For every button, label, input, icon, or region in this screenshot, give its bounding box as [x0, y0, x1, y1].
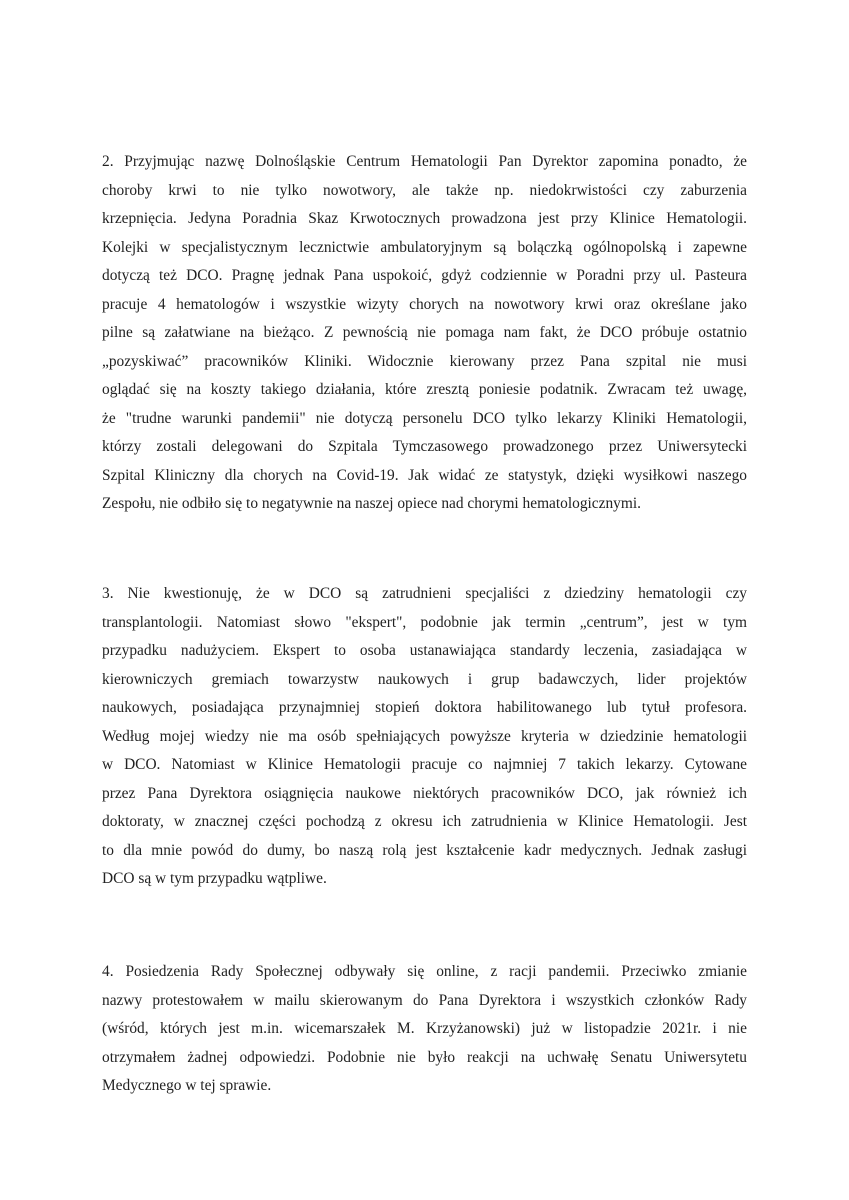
text-line: Szpital Kliniczny dla chorych na Covid-19. Jak widać ze statystyk, dzięki wysiłkowi naszego [102, 466, 747, 484]
text-line: DCO są w tym przypadku wątpliwe. [102, 870, 327, 887]
text-line: „pozyskiwać” pracowników Kliniki. Widocznie kierowany przez Pana szpital nie musi [102, 352, 747, 370]
text-line: naukowych, posiadająca przynajmniej stopień doktora habilitowanego lub tytuł profesora. [102, 699, 747, 716]
text-line: doktoraty, w znacznej części pochodzą z okresu ich zatrudnienia w Klinice Hematologii. Jest [102, 813, 747, 830]
text-line: 2. Przyjmując nazwę Dolnośląskie Centrum Hematologii Pan Dyrektor zapomina ponadto, że [102, 153, 747, 170]
text-line: którzy zostali delegowani do Szpitala Tymczasowego prowadzonego przez Uniwersytecki [102, 438, 747, 455]
text-line: przypadku nadużyciem. Ekspert to osoba ustanawiająca standardy leczenia, zasiadająca w [102, 642, 747, 659]
text-line: że "trudne warunki pandemii" nie dotyczą personelu DCO tylko lekarzy Kliniki Hematologii, [102, 409, 747, 427]
text-line: to dla mnie powód do dumy, bo naszą rolą jest kształcenie kadr medycznych. Jednak zasługi [102, 841, 747, 859]
text-line: oglądać się na koszty takiego działania, które zresztą poniesie podatnik. Zwracam też uwagę, [102, 381, 747, 398]
text-line: dotyczą też DCO. Pragnę jednak Pana uspokoić, gdyż codziennie w Poradni przy ul. Pasteura [102, 267, 747, 284]
text-line: kierowniczych gremiach towarzystw naukowych i grup badawczych, lider projektów [102, 670, 747, 688]
paragraph-2 [102, 148, 747, 519]
text-line: 4. Posiedzenia Rady Społecznej odbywały się online, z racji pandemii. Przeciwko zmianie [102, 963, 747, 980]
text-line: pracuje 4 hematologów i wszystkie wizyty chorych na nowotwory krwi oraz określane jako [102, 295, 747, 313]
text-line: Według mojej wiedzy nie ma osób spełniających powyższe kryteria w dziedzinie hematologii [102, 727, 747, 745]
text-line: otrzymałem żadnej odpowiedzi. Podobnie nie było reakcji na uchwałę Senatu Uniwersytetu [102, 1048, 747, 1066]
text-line: transplantologii. Natomiast słowo "ekspert", podobnie jak termin „centrum”, jest w tym [102, 613, 747, 631]
text-line: (wśród, których jest m.in. wicemarszałek M. Krzyżanowski) już w listopadzie 2021r. i nie [102, 1020, 747, 1037]
paragraph-4 [102, 958, 747, 1101]
paragraph-3 [102, 580, 747, 894]
text-line: Medycznego w tej sprawie. [102, 1077, 272, 1094]
text-line: Kolejki w specjalistycznym lecznictwie ambulatoryjnym są bolączką ogólnopolską i zapewne [102, 238, 747, 256]
text-line: Zespołu, nie odbiło się to negatywnie na naszej opiece nad chorymi hematologicznymi. [102, 495, 641, 512]
text-line: przez Pana Dyrektora osiągnięcia naukowe niektórych pracowników DCO, jak również ich [102, 784, 747, 802]
text-line: pilne są załatwiane na bieżąco. Z pewnością nie pomaga nam fakt, że DCO próbuje ostatnio [102, 324, 747, 341]
text-line: krzepnięcia. Jedyna Poradnia Skaz Krwotocznych prowadzona jest przy Klinice Hematologii. [102, 210, 747, 227]
text-line: choroby krwi to nie tylko nowotwory, ale także np. niedokrwistości czy zaburzenia [102, 181, 747, 199]
text-line: 3. Nie kwestionuję, że w DCO są zatrudnieni specjaliści z dziedziny hematologii czy [102, 585, 747, 602]
text-line: nazwy protestowałem w mailu skierowanym do Pana Dyrektora i wszystkich członków Rady [102, 991, 747, 1009]
text-line: w DCO. Natomiast w Klinice Hematologii pracuje co najmniej 7 takich lekarzy. Cytowane [102, 756, 747, 773]
